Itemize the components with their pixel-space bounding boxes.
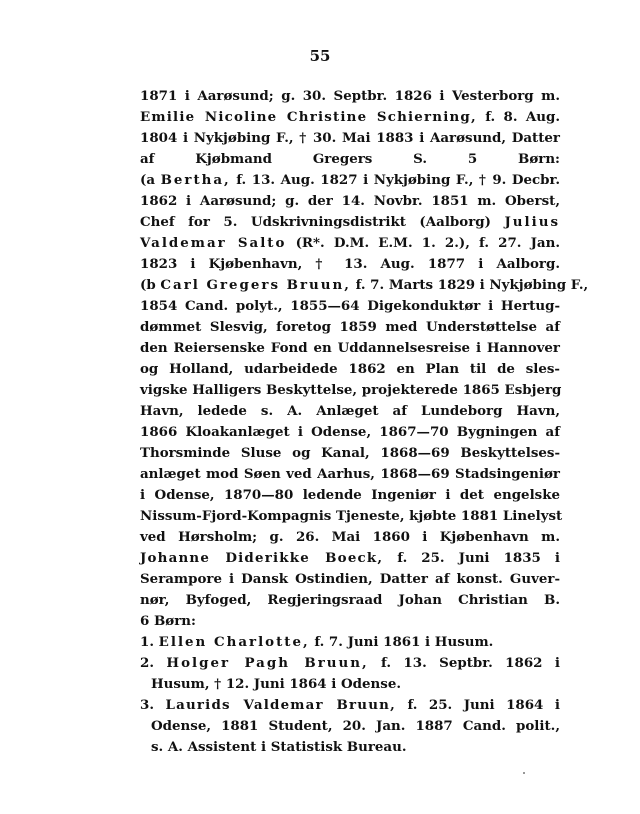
line-text: (R*. D.M. E.M. 1. 2.), f. 27. Jan. (286, 235, 561, 251)
text-line (140, 485, 560, 506)
person-name: Laurids Valdemar Bruun, (165, 697, 396, 713)
line-text: Husum, † 12. Juni 1864 i Odense. (151, 676, 402, 692)
line-text: Nissum-Fjord-Kompagnis Tjeneste, kjøbte 1881 Linelyst (140, 508, 563, 524)
text-line (140, 527, 560, 548)
text-line (140, 128, 560, 149)
line-text: af Kjøbmand Gregers S. 5 Børn: (140, 151, 560, 167)
line-text: 1. (140, 634, 159, 650)
line-text: 1804 i Nykjøbing F., † 30. Mai 1883 i Aarøsund, Datter (140, 130, 560, 146)
text-line (140, 569, 560, 590)
text-line (140, 359, 560, 380)
line-text: f. 7. Juni 1861 i Husum. (309, 634, 494, 650)
line-text: (b (140, 277, 161, 293)
text-line (140, 401, 560, 422)
text-line (140, 275, 589, 296)
text-line (140, 317, 560, 338)
line-text: vigske Halligers Beskyttelse, projekterede 1865 Esbjerg (140, 382, 562, 398)
person-name: Julius (504, 214, 560, 230)
person-name: Johanne Diderikke Boeck, (140, 550, 384, 566)
text-line (140, 506, 563, 527)
line-text: (a (140, 172, 161, 188)
line-text: f. 13. Septbr. 1862 i (368, 655, 560, 671)
person-name: Ellen Charlotte, (158, 634, 310, 650)
line-text: nør, Byfoged, Regjeringsraad Johan Christian B. (140, 592, 560, 608)
line-text: ved Hørsholm; g. 26. Mai 1860 i Kjøbenhavn m. (140, 529, 560, 545)
line-text: 1866 Kloakanlæget i Odense, 1867—70 Bygningen af (140, 424, 560, 440)
text-line (140, 464, 560, 485)
person-name: Emilie Nicoline Christine Schierning, (140, 109, 477, 125)
line-text: Thorsminde Sluse og Kanal, 1868—69 Beskyttelses- (140, 445, 560, 461)
line-text: 3. (140, 697, 166, 713)
text-line (140, 296, 560, 317)
line-text: Odense, 1881 Student, 20. Jan. 1887 Cand. polit., (151, 718, 560, 734)
text-line (140, 611, 560, 632)
text-line (140, 86, 560, 107)
text-line (140, 632, 560, 653)
text-line (140, 149, 560, 170)
line-text: f. 8. Aug. (476, 109, 560, 125)
line-text: 1862 i Aarøsund; g. der 14. Novbr. 1851 m. Oberst, (140, 193, 560, 209)
page-number: 55 (309, 47, 331, 65)
line-text: f. 13. Aug. 1827 i Nykjøbing F., † 9. Decbr. (230, 172, 560, 188)
text-line (140, 653, 560, 674)
line-text: dømmet Slesvig, foretog 1859 med Understøttelse af (140, 319, 560, 335)
text-line (140, 212, 560, 233)
line-text: i Odense, 1870—80 ledende Ingeniør i det engelske (140, 487, 560, 503)
person-name: Holger Pagh Bruun, (166, 655, 369, 671)
text-line (140, 380, 560, 401)
text-line (140, 590, 560, 611)
line-text: 1871 i Aarøsund; g. 30. Septbr. 1826 i Vesterborg m. (140, 88, 560, 104)
text-line (140, 107, 560, 128)
text-line (140, 674, 560, 695)
line-text: Serampore i Dansk Ostindien, Datter af konst. Guver- (140, 571, 560, 587)
text-line (140, 233, 560, 254)
line-text: den Reiersenske Fond en Uddannelsesreise i Hannover (140, 340, 560, 356)
text-line (140, 443, 560, 464)
line-text: f. 7. Marts 1829 i Nykjøbing F., (350, 277, 589, 293)
line-text: anlæget mod Søen ved Aarhus, 1868—69 Stadsingeniør (140, 466, 560, 482)
text-line (140, 716, 560, 737)
line-text: f. 25. Juni 1864 i (395, 697, 560, 713)
line-text: 6 Børn: (140, 613, 196, 629)
line-text: s. A. Assistent i Statistisk Bureau. (151, 739, 407, 755)
line-text: 2. (140, 655, 167, 671)
text-line (140, 422, 560, 443)
genealogy-text-block (140, 86, 589, 758)
text-line (140, 695, 560, 716)
person-name: Carl Gregers Bruun, (160, 277, 351, 293)
line-text: 1854 Cand. polyt., 1855—64 Digekonduktør i Hertug- (140, 298, 560, 314)
text-line (140, 338, 560, 359)
text-line (140, 254, 560, 275)
line-text: Chef for 5. Udskrivningsdistrikt (Aalborg) (140, 214, 505, 230)
line-text: 1823 i Kjøbenhavn, † 13. Aug. 1877 i Aalborg. (140, 256, 560, 272)
page-speck (523, 772, 525, 774)
text-line (140, 191, 560, 212)
line-text: f. 25. Juni 1835 i (383, 550, 560, 566)
line-text: og Holland, udarbeidede 1862 en Plan til de sles- (140, 361, 560, 377)
text-line (140, 170, 560, 191)
person-name: Bertha, (160, 172, 231, 188)
line-text: Havn, ledede s. A. Anlæget af Lundeborg Havn, (140, 403, 560, 419)
person-name: Valdemar Salto (140, 235, 287, 251)
text-line (140, 737, 560, 758)
text-line (140, 548, 560, 569)
